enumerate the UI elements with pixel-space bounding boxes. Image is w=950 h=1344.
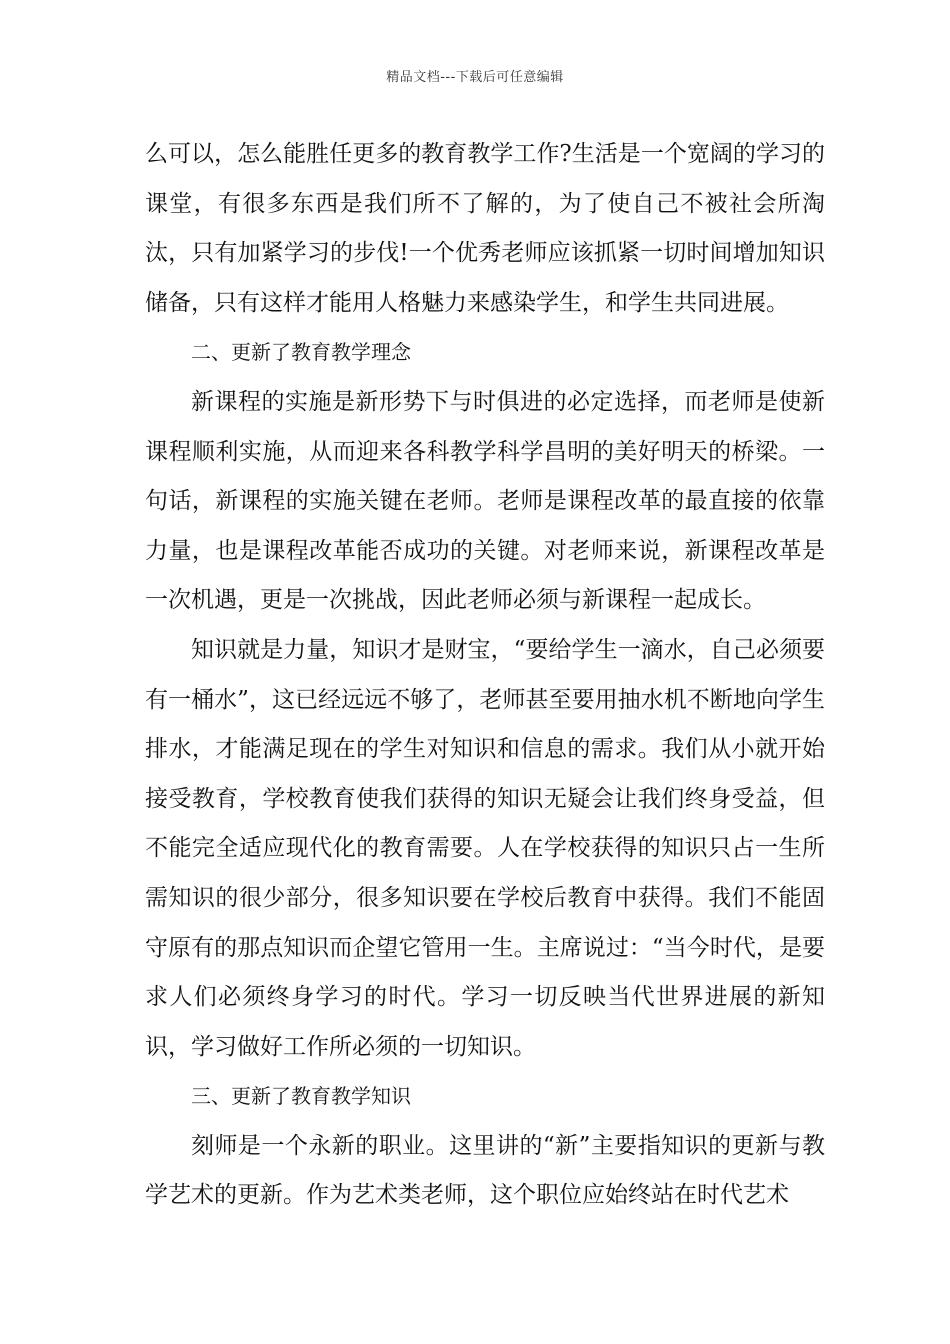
section-heading-3: 三、更新了教育教学知识 xyxy=(191,1084,411,1109)
paragraph-continuation: 么可以，怎么能胜任更多的教育教学工作?生活是一个宽阔的学习的课堂，有很多东西是我们所不了解的，为了使自己不被社会所淘汰，只有加紧学习的步伐!一个优秀老师应该抓紧一切时间增加知识储备，只有这样才能用人格魅力来感染学生，和学生共同进展。 xyxy=(145,141,825,316)
paragraph-knowledge: 知识就是力量，知识才是财宝，“要给学生一滴水，自己必须要有一桶水”，这已经远远不够了，老师甚至要用抽水机不断地向学生排水，才能满足现在的学生对知识和信息的需求。我们从小就开始接受教育，学校教育使我们获得的知识无疑会让我们终身受益，但不能完全适应现代化的教育需要。人在学校获得的知识只占一生所需知识的很少部分，很多知识要在学校后教育中获得。我们不能固守原有的那点知识而企望它管用一生。主席说过：“当今时代，是要求人们必须终身学习的时代。学习一切反映当代世界进展的新知识，学习做好工作所必须的一切知识。 xyxy=(145,636,825,1060)
page-header: 精品文档---下载后可任意编辑 xyxy=(386,70,564,85)
paragraph-new-curriculum: 新课程的实施是新形势下与时俱进的必定选择，而老师是使新课程顺利实施，从而迎来各科教学科学昌明的美好明天的桥梁。一句话，新课程的实施关键在老师。老师是课程改革的最直接的依靠力量，也是课程改革能否成功的关键。对老师来说，新课程改革是一次机遇，更是一次挑战，因此老师必须与新课程一起成长。 xyxy=(145,388,825,614)
paragraph-teacher-profession: 刻师是一个永新的职业。这里讲的“新”主要指知识的更新与教学艺术的更新。作为艺术类老师，这个职位应始终站在时代艺术 xyxy=(145,1132,825,1209)
document-body xyxy=(145,130,825,1221)
section-heading-2: 二、更新了教育教学理念 xyxy=(191,340,411,365)
